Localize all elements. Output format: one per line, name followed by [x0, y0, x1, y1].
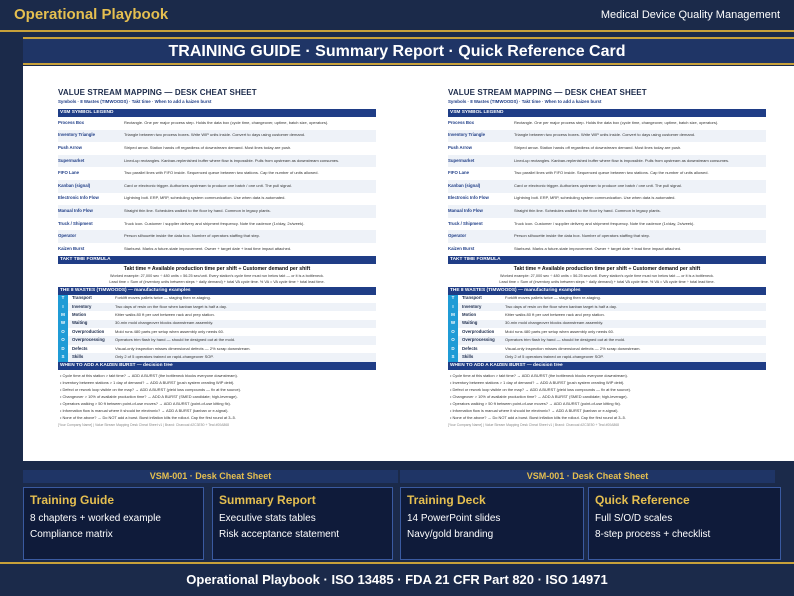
legend-row [58, 167, 376, 180]
legend-row [58, 243, 376, 256]
waste-letter: W [58, 320, 68, 328]
legend-symbol: Process Box [448, 119, 475, 125]
cheat-sheet-preview-right [448, 88, 766, 458]
title-band [23, 37, 794, 65]
legend-symbol: FIFO Lane [58, 170, 80, 176]
waste-name: Motion [462, 312, 477, 318]
waste-example: Forklift moves pallets twice — staging then re-staging. [505, 295, 601, 301]
waste-name: Inventory [462, 303, 482, 309]
bottom-bar [0, 562, 794, 596]
wastes-list [448, 295, 766, 362]
waste-example: Kitter walks 80 ft per cart between rack and prep station. [505, 312, 605, 318]
kaizen-item: • Information flow is manual where it should be electronic? → ADD A BURST (kanban or e-signal). [450, 408, 619, 414]
waste-row [448, 328, 766, 336]
kaizen-item: • Operators walking > 50 ft between point-of-use moves? → ADD A BURST (point-of-use kitting fix). [60, 401, 231, 407]
legend-symbol: Kaizen Burst [448, 245, 475, 251]
waste-letter: O [448, 336, 458, 344]
card-title: Summary Report [219, 493, 316, 507]
legend-symbol: Inventory Triangle [58, 132, 96, 138]
waste-name: Overprocessing [462, 337, 495, 343]
waste-row [448, 336, 766, 344]
card-line: Compliance matrix [30, 529, 113, 540]
legend-row [58, 142, 376, 155]
waste-name: Overproduction [462, 328, 495, 334]
waste-letter: S [448, 353, 458, 361]
kaizen-item: • None of the above? → Do NOT add a burst. Burst inflation kills the rollout. Cap the first round at 3–5. [60, 415, 236, 421]
sheet-subtitle: Symbols · 8 Wastes (TIMWOODS) · Takt time · When to add a kaizen burst [448, 99, 602, 104]
waste-letter: M [58, 311, 68, 319]
legend-description: Card or electronic trigger. Authorizes upstream to produce one batch / one unit. The pull signal. [514, 182, 682, 188]
legend-row [448, 167, 766, 180]
waste-letter: W [448, 320, 458, 328]
legend-symbol: Kaizen Burst [58, 245, 85, 251]
legend-row [448, 130, 766, 143]
waste-example: Mold runs 480 parts per setup when assembly only needs 60. [505, 328, 614, 334]
waste-example: Two days of resin on the floor when kanban target is half a day. [115, 303, 227, 309]
legend-description: Two parallel lines with FIFO inside. Sequenced queue between two stations. Cap the number of units allowed. [124, 170, 319, 176]
legend-description: Straight thin line. Schedules walked to the floor by hand. Common in legacy plants. [514, 208, 661, 213]
section-header-wastes: THE 8 WASTES (TIMWOODS) — manufacturing examples [448, 287, 766, 295]
cheat-sheet-preview-left [58, 88, 376, 458]
waste-letter: O [448, 328, 458, 336]
kaizen-item: • Inventory between stations > 1 day of demand? → ADD A BURST (push system creating WIP debt). [60, 379, 235, 385]
legend-description: Lined-up rectangles. Kanban-replenished buffer where flow is impossible. Pulls from upstream as downstream consumes. [124, 157, 340, 163]
waste-name: Waiting [72, 320, 88, 326]
waste-row [448, 303, 766, 311]
waste-name: Motion [72, 312, 87, 318]
legend-row [448, 205, 766, 218]
sheet-title: VALUE STREAM MAPPING — DESK CHEAT SHEET [448, 88, 647, 97]
waste-letter: S [58, 353, 68, 361]
legend-symbol: Electronic Info Flow [448, 195, 489, 201]
vsm-label-right: VSM-001 · Desk Cheat Sheet [400, 470, 775, 483]
brand-title: Operational Playbook [14, 6, 169, 23]
takt-example: Worked example: 27,000 sec ÷ 480 units = 56.25 sec/unit. Every station's cycle time must run below takt — or it is a bottleneck. [110, 273, 324, 278]
waste-row [448, 311, 766, 319]
waste-example: Forklift moves pallets twice — staging then re-staging. [115, 295, 211, 301]
waste-row [58, 295, 376, 303]
section-header-wastes: THE 8 WASTES (TIMWOODS) — manufacturing examples [58, 287, 376, 295]
card-title: Training Guide [30, 493, 115, 507]
symbol-legend [58, 117, 376, 256]
legend-symbol: Supermarket [448, 157, 475, 163]
waste-row [58, 303, 376, 311]
sheet-title: VALUE STREAM MAPPING — DESK CHEAT SHEET [58, 88, 257, 97]
legend-description: Person silhouette inside the data box. Number of operators staffing that step. [514, 233, 651, 239]
card-summary-report [212, 487, 393, 560]
card-line: Navy/gold branding [407, 529, 494, 540]
waste-example: Only 2 of 5 operators trained on rapid-changeover SOP. [115, 354, 214, 359]
section-header-legend: VSM SYMBOL LEGEND [448, 109, 766, 117]
takt-formula: Takt time = Available production time per shift ÷ Customer demand per shift [513, 265, 701, 272]
sheet-footer: [Your Company Name] | Value Stream Mapping Desk Cheat Sheet v1 | Brand: Charcoal #2C3E50 + Teal #00A868 [448, 423, 620, 428]
legend-symbol: Inventory Triangle [448, 132, 486, 138]
legend-description: Straight thin line. Schedules walked to the floor by hand. Common in legacy plants. [124, 208, 271, 213]
card-title: Training Deck [407, 493, 486, 507]
kaizen-item: • Cycle time at this station > takt time? → ADD A BURST (the bottleneck blocks everyone downstream). [450, 372, 628, 378]
wastes-list [58, 295, 376, 362]
legend-description: Card or electronic trigger. Authorizes upstream to produce one batch / one unit. The pull signal. [124, 182, 292, 188]
vsm-label-left: VSM-001 · Desk Cheat Sheet [23, 470, 398, 483]
legend-row [448, 218, 766, 231]
waste-name: Transport [72, 295, 92, 301]
takt-section [58, 264, 376, 287]
legend-symbol: Kanban (signal) [58, 182, 91, 188]
legend-row [448, 142, 766, 155]
waste-example: Visual-only inspection misses dimensional defects — 2% scrap downstream. [115, 345, 251, 351]
card-line: Executive stats tables [219, 513, 316, 524]
kaizen-item: • Defect or rework loop visible on the map? → ADD A BURST (yield loss compounds — fix at the source). [60, 386, 241, 392]
kaizen-list [58, 370, 376, 422]
waste-letter: I [448, 303, 458, 311]
legend-description: Two parallel lines with FIFO inside. Sequenced queue between two stations. Cap the number of units allowed. [514, 170, 709, 176]
card-line: Full S/O/D scales [595, 513, 673, 524]
legend-symbol: Electronic Info Flow [58, 195, 99, 201]
legend-description: Lightning bolt. ERP, MRP, scheduling system communication. Use when data is automated. [514, 195, 676, 201]
kaizen-item: • None of the above? → Do NOT add a burst. Burst inflation kills the rollout. Cap the first round at 3–5. [450, 415, 626, 421]
legend-row [58, 218, 376, 231]
legend-row [448, 180, 766, 193]
waste-name: Defects [462, 345, 478, 351]
card-training-guide [23, 487, 204, 560]
page-title: TRAINING GUIDE · Summary Report · Quick Reference Card [168, 43, 626, 60]
legend-symbol: Operator [448, 233, 467, 239]
legend-row [448, 230, 766, 243]
legend-row [448, 117, 766, 130]
legend-description: Person silhouette inside the data box. Number of operators staffing that step. [124, 233, 261, 239]
lead-time-formula: Lead time = Sum of (inventory units between steps ÷ daily demand) + total VA cycle time. % VA = VA cycle time ÷ total lead time. [109, 279, 325, 284]
waste-name: Overproduction [72, 328, 105, 334]
legend-row [58, 193, 376, 206]
legend-symbol: Truck / Shipment [58, 220, 93, 226]
waste-name: Defects [72, 345, 88, 351]
waste-name: Skills [72, 354, 84, 359]
card-training-deck [400, 487, 584, 560]
card-title: Quick Reference [595, 493, 690, 507]
legend-symbol: Truck / Shipment [448, 220, 483, 226]
waste-example: Visual-only inspection misses dimensional defects — 2% scrap downstream. [505, 345, 641, 351]
waste-name: Waiting [462, 320, 478, 326]
legend-row [448, 243, 766, 256]
kaizen-list [448, 370, 766, 422]
waste-name: Overprocessing [72, 337, 105, 343]
legend-symbol: FIFO Lane [448, 170, 470, 176]
takt-example: Worked example: 27,000 sec ÷ 480 units = 56.25 sec/unit. Every station's cycle time must run below takt — or it is a bottleneck. [500, 273, 714, 278]
symbol-legend [448, 117, 766, 256]
card-line: 8-step process + checklist [595, 529, 711, 540]
lead-time-formula: Lead time = Sum of (inventory units between steps ÷ daily demand) + total VA cycle time. % VA = VA cycle time ÷ total lead time. [499, 279, 715, 284]
waste-example: Kitter walks 80 ft per cart between rack and prep station. [115, 312, 215, 318]
waste-example: 30-min mold changeover blocks downstream assembly. [505, 320, 604, 326]
legend-symbol: Kanban (signal) [448, 182, 481, 188]
waste-letter: T [448, 295, 458, 303]
waste-letter: O [58, 328, 68, 336]
legend-description: Starburst. Marks a future-state improvement. Owner + target date + lead time impact attached. [514, 245, 682, 251]
waste-row [58, 320, 376, 328]
legend-description: Striped arrow. Station hands off regardless of downstream demand. Most lines today are push. [124, 145, 292, 151]
legend-symbol: Supermarket [58, 157, 85, 163]
kaizen-item: • Changeover > 10% of available production time? → ADD A BURST (SMED candidate; high-leverage). [450, 393, 628, 399]
waste-example: Operators trim flash by hand — should be designed out at the mold. [115, 337, 236, 343]
waste-letter: D [58, 345, 68, 353]
waste-name: Skills [462, 354, 474, 359]
legend-row [58, 130, 376, 143]
section-header-kaizen: WHEN TO ADD A KAIZEN BURST — decision tree [448, 362, 766, 370]
waste-example: Only 2 of 5 operators trained on rapid-changeover SOP. [505, 354, 604, 359]
top-bar [0, 0, 794, 32]
standards-footer: Operational Playbook · ISO 13485 · FDA 21 CFR Part 820 · ISO 14971 [186, 572, 608, 587]
kaizen-item: • Information flow is manual where it should be electronic? → ADD A BURST (kanban or e-signal). [60, 408, 229, 414]
waste-row [58, 345, 376, 353]
takt-section [448, 264, 766, 287]
legend-symbol: Push Arrow [58, 145, 82, 151]
legend-description: Starburst. Marks a future-state improvement. Owner + target date + lead time impact attached. [124, 245, 292, 251]
waste-row [448, 345, 766, 353]
legend-description: Rectangle. One per major process step. Holds the data box (cycle time, changeover, uptime, batch size, operators). [514, 119, 719, 125]
product-cards [23, 487, 794, 560]
waste-letter: I [58, 303, 68, 311]
section-header-takt: TAKT TIME FORMULA [58, 256, 376, 264]
kaizen-item: • Cycle time at this station > takt time? → ADD A BURST (the bottleneck blocks everyone downstream). [60, 372, 238, 378]
waste-row [448, 353, 766, 361]
legend-description: Lined-up rectangles. Kanban-replenished buffer where flow is impossible. Pulls from upstream as downstream consumes. [514, 157, 730, 163]
waste-letter: T [58, 295, 68, 303]
waste-row [58, 336, 376, 344]
waste-example: Operators trim flash by hand — should be designed out at the mold. [505, 337, 626, 343]
legend-symbol: Push Arrow [448, 145, 472, 151]
section-header-legend: VSM SYMBOL LEGEND [58, 109, 376, 117]
kaizen-item: • Inventory between stations > 1 day of demand? → ADD A BURST (push system creating WIP debt). [450, 379, 625, 385]
legend-description: Rectangle. One per major process step. Holds the data box (cycle time, changeover, uptime, batch size, operators). [124, 119, 329, 125]
waste-letter: M [448, 311, 458, 319]
waste-letter: D [448, 345, 458, 353]
waste-row [58, 328, 376, 336]
waste-row [448, 295, 766, 303]
legend-description: Triangle between two process boxes. Write WIP units inside. Convert to days using customer demand. [514, 132, 696, 138]
legend-description: Striped arrow. Station hands off regardless of downstream demand. Most lines today are push. [514, 145, 682, 151]
kaizen-item: • Defect or rework loop visible on the map? → ADD A BURST (yield loss compounds — fix at the source). [450, 386, 631, 392]
legend-symbol: Manual Info Flow [58, 208, 93, 213]
legend-row [58, 180, 376, 193]
sheet-subtitle: Symbols · 8 Wastes (TIMWOODS) · Takt time · When to add a kaizen burst [58, 99, 212, 104]
card-line: Risk acceptance statement [219, 529, 340, 540]
waste-example: Two days of resin on the floor when kanban target is half a day. [505, 303, 617, 309]
section-header-takt: TAKT TIME FORMULA [448, 256, 766, 264]
legend-symbol: Manual Info Flow [448, 208, 483, 213]
card-line: 14 PowerPoint slides [407, 513, 501, 524]
legend-row [58, 155, 376, 168]
waste-row [58, 311, 376, 319]
legend-description: Lightning bolt. ERP, MRP, scheduling system communication. Use when data is automated. [124, 195, 286, 201]
legend-row [58, 205, 376, 218]
legend-row [448, 193, 766, 206]
legend-symbol: Operator [58, 233, 77, 239]
waste-name: Transport [462, 295, 482, 301]
legend-row [58, 230, 376, 243]
kaizen-item: • Operators walking > 50 ft between point-of-use moves? → ADD A BURST (point-of-use kitting fix). [450, 401, 621, 407]
waste-example: 30-min mold changeover blocks downstream assembly. [115, 320, 214, 326]
section-header-kaizen: WHEN TO ADD A KAIZEN BURST — decision tree [58, 362, 376, 370]
waste-letter: O [58, 336, 68, 344]
card-line: 8 chapters + worked example [30, 513, 161, 524]
legend-description: Truck icon. Customer / supplier delivery and shipment frequency. Note the cadence (1x/day, 2x/week). [124, 220, 305, 226]
sheet-footer: [Your Company Name] | Value Stream Mapping Desk Cheat Sheet v1 | Brand: Charcoal #2C3E50 + Teal #00A868 [58, 423, 230, 428]
takt-formula: Takt time = Available production time per shift ÷ Customer demand per shift [123, 265, 311, 272]
header-subtitle: Medical Device Quality Management [600, 9, 780, 21]
card-quick-reference [588, 487, 781, 560]
waste-name: Inventory [72, 303, 92, 309]
waste-example: Mold runs 480 parts per setup when assembly only needs 60. [115, 328, 224, 334]
legend-description: Triangle between two process boxes. Write WIP units inside. Convert to days using customer demand. [124, 132, 306, 138]
waste-row [448, 320, 766, 328]
legend-row [58, 117, 376, 130]
legend-symbol: Process Box [58, 119, 85, 125]
waste-row [58, 353, 376, 361]
legend-description: Truck icon. Customer / supplier delivery and shipment frequency. Note the cadence (1x/day, 2x/week). [514, 220, 695, 226]
legend-row [448, 155, 766, 168]
kaizen-item: • Changeover > 10% of available production time? → ADD A BURST (SMED candidate; high-leverage). [60, 393, 238, 399]
